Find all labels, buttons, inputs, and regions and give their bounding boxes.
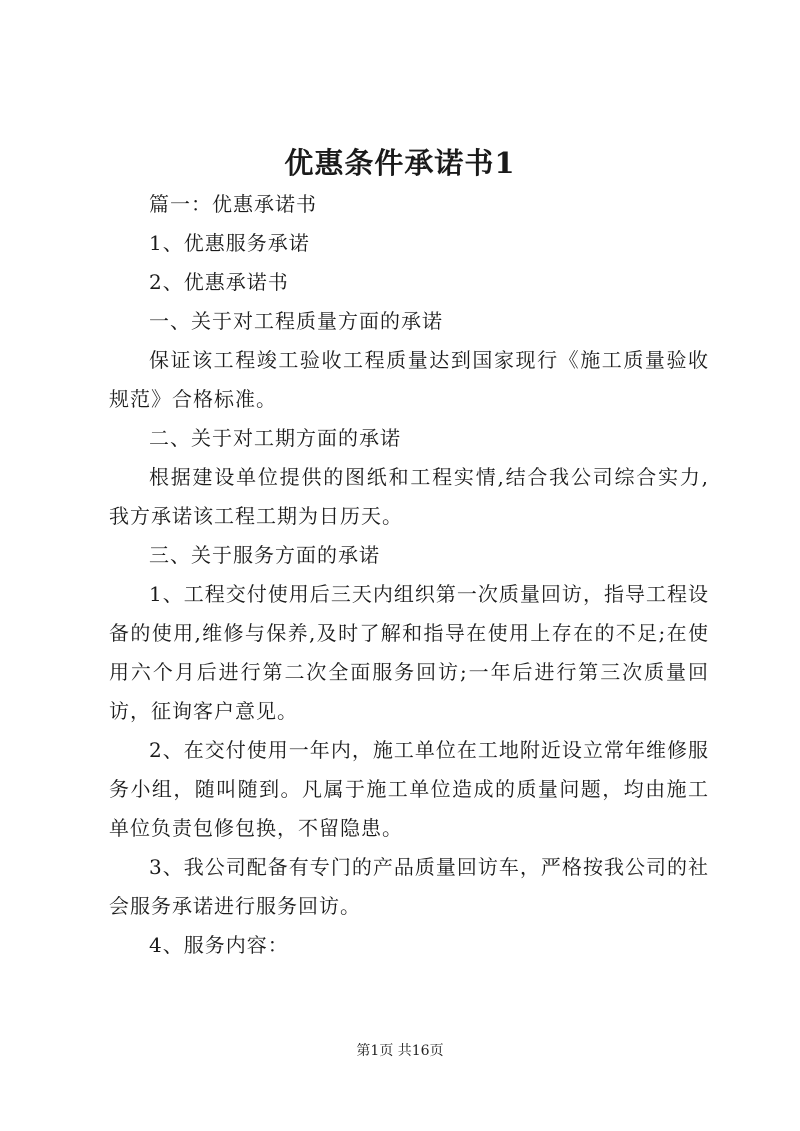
paragraph: 篇一：优惠承诺书 bbox=[149, 192, 317, 216]
section-heading: 一、关于对工程质量方面的承诺 bbox=[149, 309, 443, 333]
paragraph: 保证该工程竣工验收工程质量达到国家现行《施工质量验收规范》合格标准。 bbox=[109, 348, 709, 411]
section-heading: 二、关于对工期方面的承诺 bbox=[149, 426, 401, 450]
paragraph: 2、优惠承诺书 bbox=[149, 270, 289, 294]
paragraph: 根据建设单位提供的图纸和工程实情,结合我公司综合实力,我方承诺该工程工期为日历天。 bbox=[109, 465, 709, 528]
paragraph: 1、工程交付使用后三天内组织第一次质量回访，指导工程设备的使用,维修与保养,及时了解和指导在使用上存在的不足;在使用六个月后进行第二次全面服务回访;一年后进行第三次质量回访，征询客户意见。 bbox=[109, 582, 709, 723]
page-footer: 第1页 共16页 bbox=[356, 1043, 444, 1059]
page-title: 优惠条件承诺书1 bbox=[284, 146, 516, 180]
document-body bbox=[109, 185, 709, 965]
paragraph: 1、优惠服务承诺 bbox=[149, 231, 310, 255]
section-heading: 三、关于服务方面的承诺 bbox=[149, 543, 380, 567]
paragraph: 3、我公司配备有专门的产品质量回访车，严格按我公司的社会服务承诺进行服务回访。 bbox=[109, 855, 709, 918]
paragraph: 4、服务内容： bbox=[149, 933, 289, 957]
paragraph: 2、在交付使用一年内，施工单位在工地附近设立常年维修服务小组，随叫随到。凡属于施工单位造成的质量问题，均由施工单位负责包修包换，不留隐患。 bbox=[109, 738, 709, 840]
